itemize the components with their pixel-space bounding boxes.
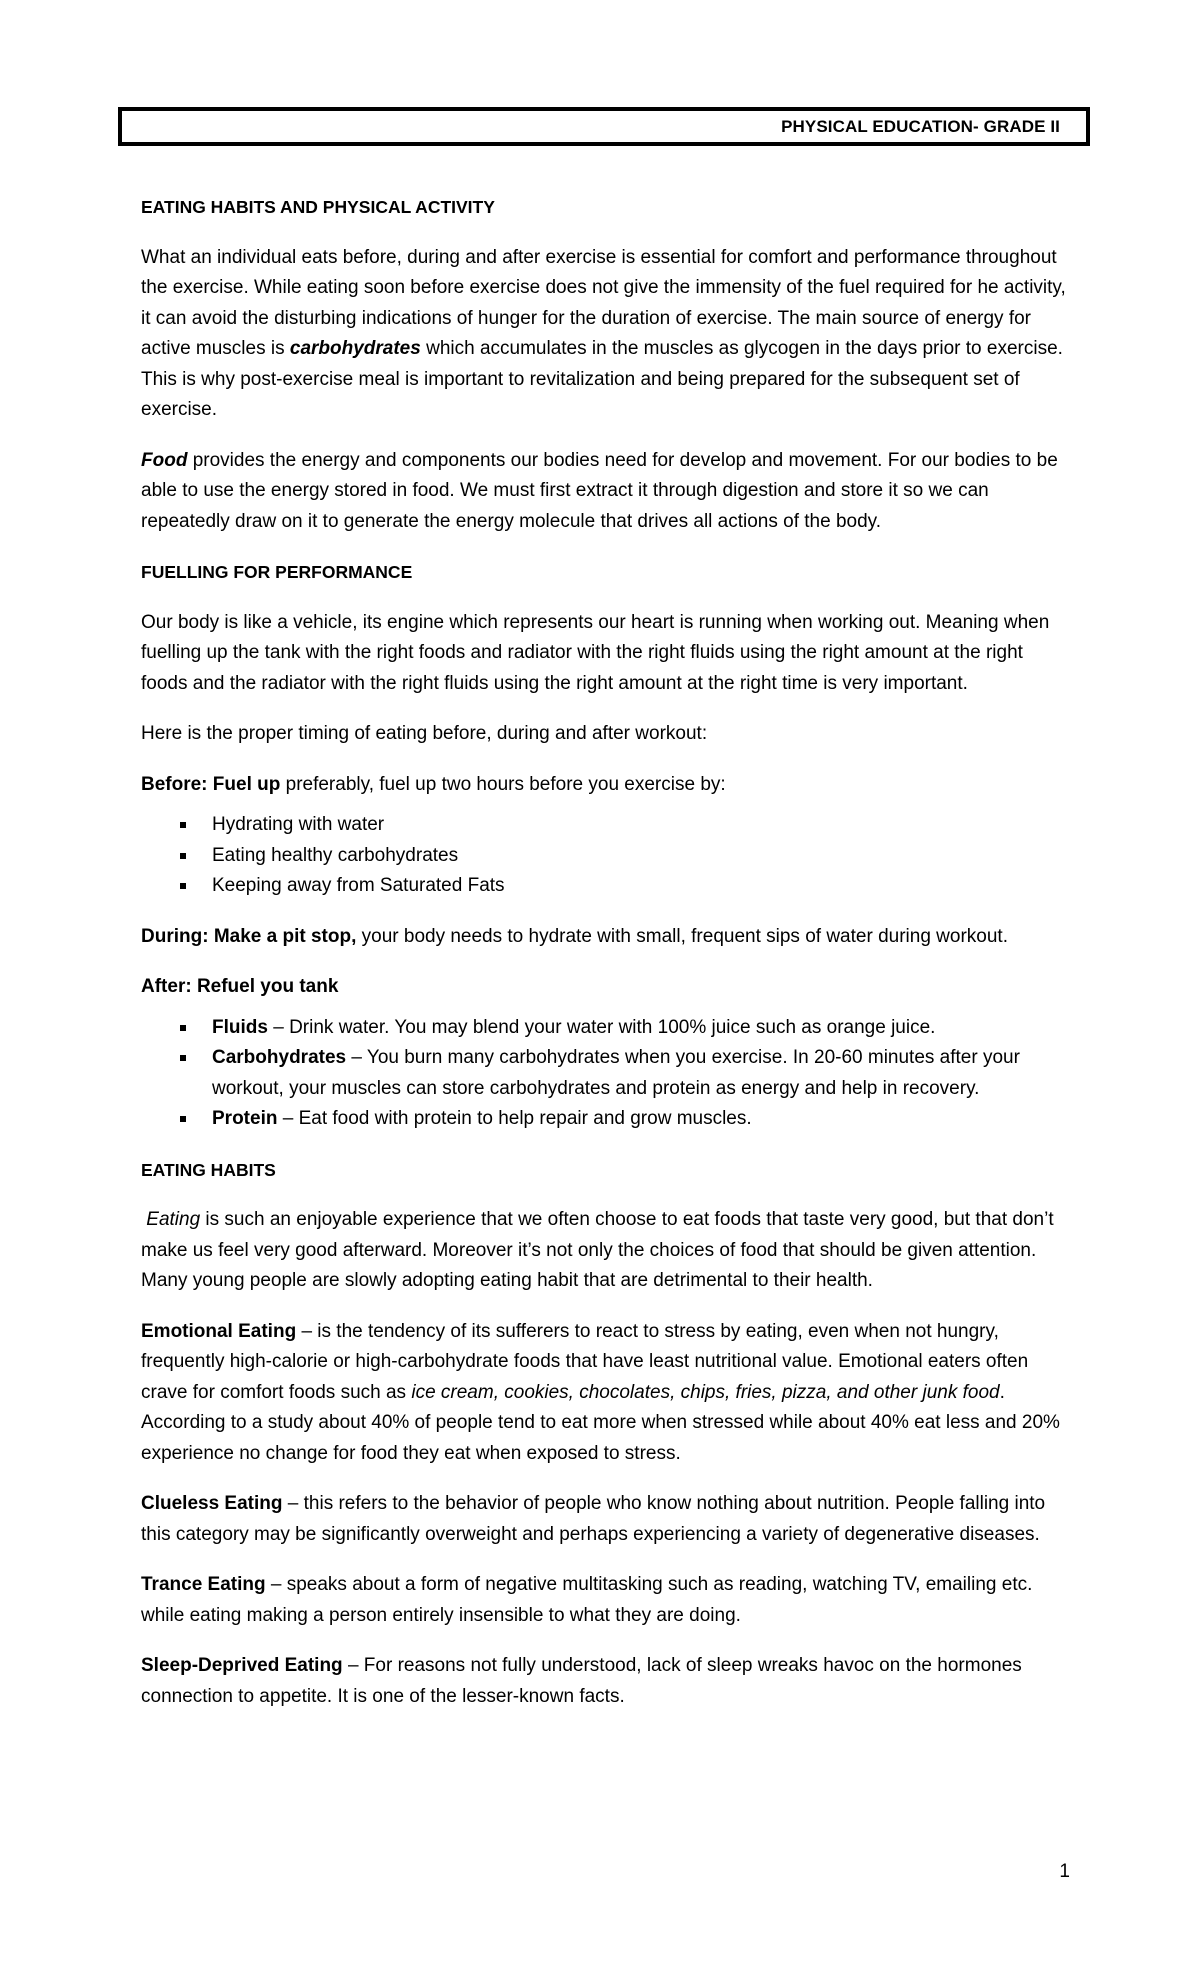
term-sleep-deprived-eating: Sleep-Deprived Eating (141, 1655, 343, 1676)
paragraph-emotional-eating: Emotional Eating – is the tendency of its sufferers to react to stress by eating, even when not hungry, frequently high-calorie or high-carbohydrate foods that have least nutritional value. Emotional eaters often crave for comfort foods such as ice cream, cookies, chocolates, chips, fries, pizza, and other junk food. According to a study about 40% of people tend to eat more when stressed while about 40% eat less and 20% experience no change for food they eat when exposed to stress. (141, 1320, 1060, 1464)
paragraph-during: During: Make a pit stop, your body needs to hydrate with small, frequent sips of water during workout. (141, 925, 1008, 947)
header-title: PHYSICAL EDUCATION- GRADE II (781, 116, 1060, 136)
emphasis-eating: Eating (146, 1209, 201, 1230)
paragraph-eating-intro: Eating is such an enjoyable experience that we often choose to eat foods that taste very good, but that don’t make us feel very good afterward. Moreover it’s not only the choices of food that should be given attention. Many young people are slowly adopting eating habit that are detrimental to their health. (141, 1209, 1054, 1291)
section-heading-fuelling: FUELLING FOR PERFORMANCE (141, 562, 413, 582)
paragraph-trance-eating: Trance Eating – speaks about a form of negative multitasking such as reading, watching TV, emailing etc. while eating making a person entirely insensible to what they are doing. (141, 1574, 1033, 1626)
paragraph-timing: Here is the proper timing of eating before, during and after workout: (141, 723, 708, 744)
section-heading-eating-habits: EATING HABITS (141, 1159, 276, 1180)
page-header-box (118, 107, 1090, 146)
list-item: Protein – Eat food with protein to help repair and grow muscles. (141, 1104, 1066, 1135)
list-item: Keeping away from Saturated Fats (141, 871, 1066, 902)
list-item: Fluids – Drink water. You may blend your water with 100% juice such as orange juice. (141, 1013, 1066, 1044)
label-before: Before: Fuel up (141, 773, 281, 795)
paragraph-clueless-eating: Clueless Eating – this refers to the behavior of people who know nothing about nutrition. People falling into this category may be significantly overweight and perhaps experiencing a variety of degenerative diseases. (141, 1493, 1046, 1545)
paragraph-vehicle: Our body is like a vehicle, its engine which represents our heart is running when working out. Meaning when fuelling up the tank with the right foods and radiator with the right fluids using the right amount at the right foods and the radiator with the right fluids using the right amount at the right time is very important. (141, 611, 1050, 694)
list-item: Eating healthy carbohydrates (141, 841, 1066, 872)
list-after (141, 1013, 1066, 1135)
label-after: After: Refuel you tank (141, 976, 339, 997)
term-trance-eating: Trance Eating (141, 1574, 266, 1595)
emphasis-junk-food: ice cream, cookies, chocolates, chips, fries, pizza, and other junk food (411, 1381, 1000, 1403)
section-heading-eating-habits-activity: EATING HABITS AND PHYSICAL ACTIVITY (141, 197, 495, 217)
paragraph-after (141, 972, 1066, 1003)
list-item: Carbohydrates – You burn many carbohydrates when you exercise. In 20-60 minutes after your workout, your muscles can store carbohydrates and protein as energy and help in recovery. (141, 1043, 1066, 1104)
emphasis-carbohydrates: carbohydrates (289, 338, 421, 359)
paragraph-intro: What an individual eats before, during and after exercise is essential for comfort and performance throughout the exercise. While eating soon before exercise does not give the immensity of the fuel required for he activity, it can avoid the disturbing indications of hunger for the duration of exercise. The main source of energy for active muscles is carbohydrates which accumulates in the muscles as glycogen in the days prior to exercise. This is why post-exercise meal is important to revitalization and being prepared for the subsequent set of exercise. (141, 246, 1066, 420)
emphasis-food: Food (141, 449, 188, 471)
term-clueless-eating: Clueless Eating (141, 1493, 283, 1514)
document-body (141, 192, 1066, 1732)
term-emotional-eating: Emotional Eating (141, 1320, 297, 1342)
page-number: 1 (1059, 1861, 1070, 1882)
paragraph-before: Before: Fuel up preferably, fuel up two hours before you exercise by: (141, 773, 726, 795)
label-during: During: Make a pit stop, (141, 925, 357, 947)
paragraph-food: Food provides the energy and components our bodies need for develop and movement. For our bodies to be able to use the energy stored in food. We must first extract it through digestion and store it so we can repeatedly draw on it to generate the energy molecule that drives all actions of the body. (141, 449, 1058, 532)
paragraph-sleep-deprived-eating: Sleep-Deprived Eating – For reasons not fully understood, lack of sleep wreaks havoc on the hormones connection to appetite. It is one of the lesser-known facts. (141, 1655, 1022, 1707)
list-item: Hydrating with water (141, 810, 1066, 841)
list-before (141, 810, 1066, 902)
